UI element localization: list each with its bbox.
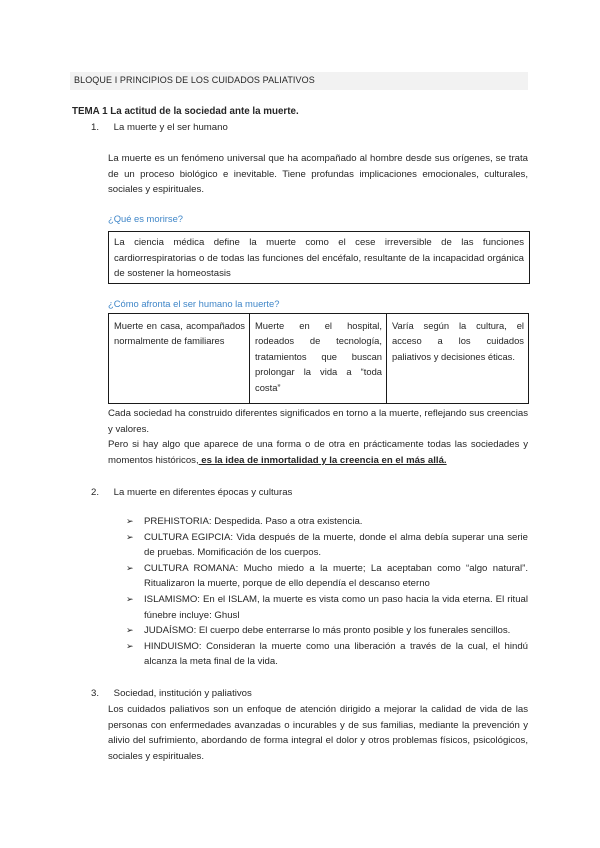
immortality-paragraph: [108, 437, 528, 468]
section-2-heading: [91, 485, 292, 501]
death-comparison-table: [108, 313, 529, 404]
culture-prehistory: PREHISTORIA: Despedida. Paso a otra existencia.: [144, 516, 363, 527]
arrow-bullet-icon: ➢: [126, 531, 134, 542]
section-title: La muerte y el ser humano: [113, 122, 228, 133]
list-item: [126, 639, 528, 670]
section-number: 3.: [91, 688, 100, 699]
cultures-list: [126, 514, 528, 670]
culture-rome: CULTURA ROMANA: Mucho miedo a la muerte; La aceptaban como “algo natural”. Ritualizaron la muerte, porque de ello dependía el descanso eterno: [144, 562, 528, 590]
section-title: Sociedad, institución y paliativos: [113, 688, 252, 699]
list-item: [126, 592, 528, 623]
palliative-paragraph: Los cuidados paliativos son un enfoque de atención dirigido a mejorar la calidad de vida de las personas con enfermedades avanzadas o incurables y de sus familias, mediante la prevención y alivio del sufrimiento, abordando de forma integral el dolor y otros problemas físicos, psicológicos, sociales y espirituales.: [108, 704, 528, 762]
block-header: [70, 72, 528, 90]
immortality-emphasis: es la idea de inmortalidad y la creencia en el más allá.: [198, 454, 447, 466]
topic-title-text: La actitud de la sociedad ante la muerte.: [110, 106, 299, 117]
topic-label: TEMA 1: [72, 106, 108, 117]
section-number: 2.: [91, 487, 100, 498]
arrow-bullet-icon: ➢: [126, 516, 134, 526]
table-cell-culture-varies: Varía según la cultura, el acceso a los cuidados paliativos y decisiones éticas.: [387, 314, 529, 404]
culture-islam: ISLAMISMO: En el ISLAM, la muerte es vista como un paso hacia la vida eterna. El ritual fúnebre incluye: Ghusl: [144, 593, 528, 621]
society-paragraph: Cada sociedad ha construido diferentes significados en torno a la muerte, reflejando sus creencias y valores.: [108, 408, 528, 435]
list-item: [126, 514, 528, 530]
definition-box: La ciencia médica define la muerte como el cese irreversible de las funciones cardiorrespiratorias o de todas las funciones del encéfalo, resultante de la incapacidad orgánica de sostener la homeostasis: [108, 231, 530, 284]
topic-title: [72, 104, 299, 120]
culture-judaism: JUDAÍSMO: El cuerpo debe enterrarse lo más pronto posible y los funerales sencillos.: [144, 625, 511, 637]
list-item: [126, 561, 528, 592]
culture-egypt: CULTURA EGIPCIA: Vida después de la muerte, donde el alma debía superar una serie de pruebas. Momificación de los cuerpos.: [144, 531, 528, 559]
block-header-text: BLOQUE I PRINCIPIOS DE LOS CUIDADOS PALIATIVOS: [74, 75, 315, 85]
arrow-bullet-icon: ➢: [126, 625, 134, 636]
section-title: La muerte en diferentes épocas y culturas: [113, 487, 293, 498]
table-cell-home-death: Muerte en casa, acompañados normalmente de familiares: [109, 314, 250, 404]
arrow-bullet-icon: ➢: [126, 562, 134, 573]
section-3-heading: [91, 686, 252, 702]
culture-hinduism: HINDUISMO: Consideran la muerte como una liberación a través de la cual, el hindú alcanza la meta final de la vida.: [144, 640, 528, 668]
list-item: [126, 623, 528, 639]
question-how-humans-face-death: ¿Cómo afronta el ser humano la muerte?: [108, 298, 280, 309]
list-item: [126, 530, 528, 561]
arrow-bullet-icon: ➢: [126, 593, 134, 604]
arrow-bullet-icon: ➢: [126, 640, 134, 651]
immortality-lead: Pero si hay algo que aparece de una forma o de otra en prácticamente todas las sociedades y momentos históricos,: [108, 439, 528, 466]
table-cell-hospital-death: Muerte en el hospital, rodeados de tecnología, tratamientos que buscan prolongar la vida a “toda costa”: [250, 314, 387, 404]
table-row: [109, 314, 529, 404]
intro-paragraph: La muerte es un fenómeno universal que ha acompañado al hombre desde sus orígenes, se trata de un proceso biológico e inevitable. Tiene profundas implicaciones emocionales, culturales, sociales y espirituales.: [108, 153, 528, 196]
question-what-is-dying: ¿Qué es morirse?: [108, 213, 184, 224]
section-1-heading: [91, 120, 228, 136]
section-number: 1.: [91, 122, 100, 133]
